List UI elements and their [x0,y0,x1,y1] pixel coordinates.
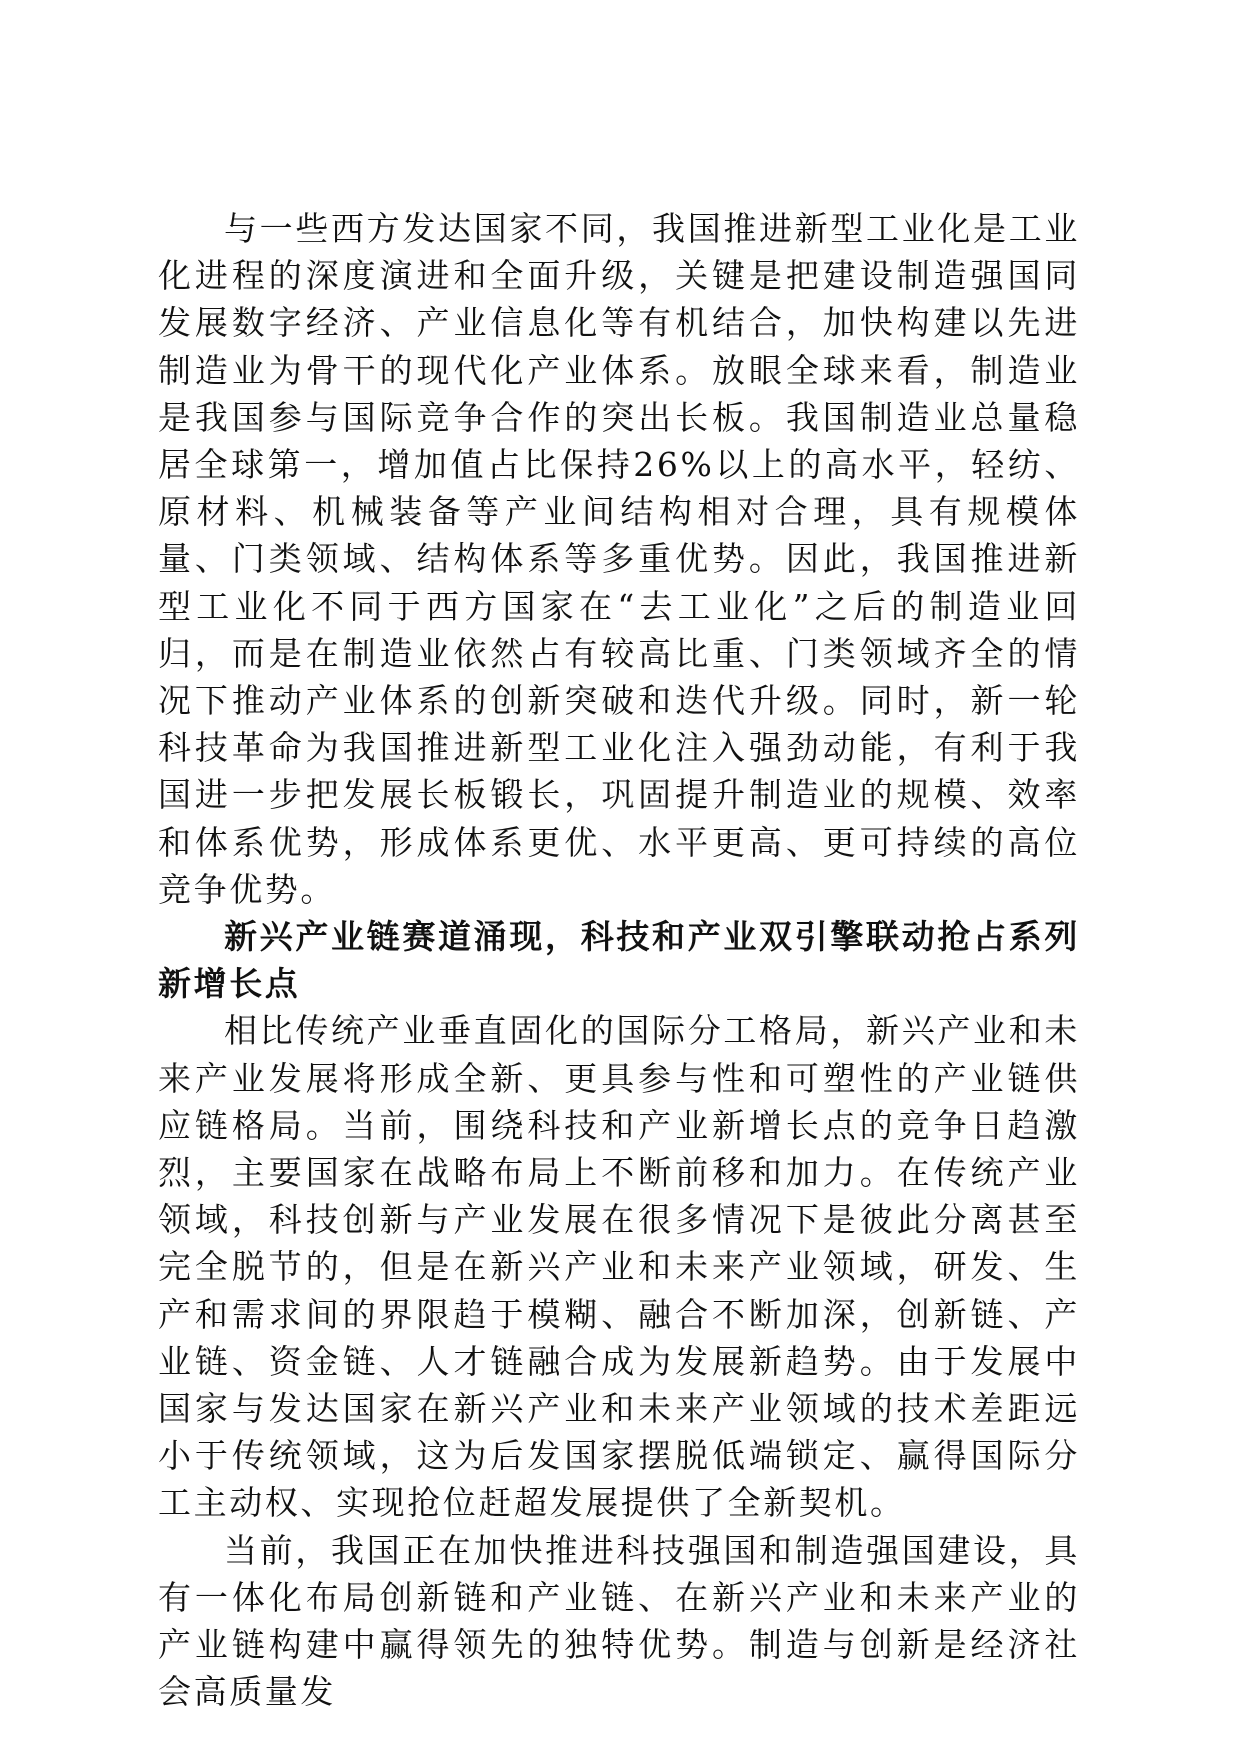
document-page [158,205,1080,1716]
body-paragraph: 相比传统产业垂直固化的国际分工格局，新兴产业和未来产业发展将形成全新、更具参与性和可塑性的产业链供应链格局。当前，围绕科技和产业新增长点的竞争日趋激烈，主要国家在战略布局上不断前移和加力。在传统产业领域，科技创新与产业发展在很多情况下是彼此分离甚至完全脱节的，但是在新兴产业和未来产业领域，研发、生产和需求间的界限趋于模糊、融合不断加深，创新链、产业链、资金链、人才链融合成为发展新趋势。由于发展中国家与发达国家在新兴产业和未来产业领域的技术差距远小于传统领域，这为后发国家摆脱低端锁定、赢得国际分工主动权、实现抢位赶超发展提供了全新契机。 [158,1011,1080,1523]
section-heading: 新兴产业链赛道涌现，科技和产业双引擎联动抢占系列新增长点 [158,917,1080,1004]
body-paragraph: 当前，我国正在加快推进科技强国和制造强国建设，具有一体化布局创新链和产业链、在新兴产业和未来产业的产业链构建中赢得领先的独特优势。制造与创新是经济社会高质量发 [158,1530,1080,1712]
body-paragraph: 与一些西方发达国家不同，我国推进新型工业化是工业化进程的深度演进和全面升级，关键是把建设制造强国同发展数字经济、产业信息化等有机结合，加快构建以先进制造业为骨干的现代化产业体系。放眼全球来看，制造业是我国参与国际竞争合作的突出长板。我国制造业总量稳居全球第一，增加值占比保持26%以上的高水平，轻纺、原材料、机械装备等产业间结构相对合理，具有规模体量、门类领域、结构体系等多重优势。因此，我国推进新型工业化不同于西方国家在“去工业化”之后的制造业回归，而是在制造业依然占有较高比重、门类领域齐全的情况下推动产业体系的创新突破和迭代升级。同时，新一轮科技革命为我国推进新型工业化注入强劲动能，有利于我国进一步把发展长板锻长，巩固提升制造业的规模、效率和体系优势，形成体系更优、水平更高、更可持续的高位竞争优势。 [158,209,1080,909]
